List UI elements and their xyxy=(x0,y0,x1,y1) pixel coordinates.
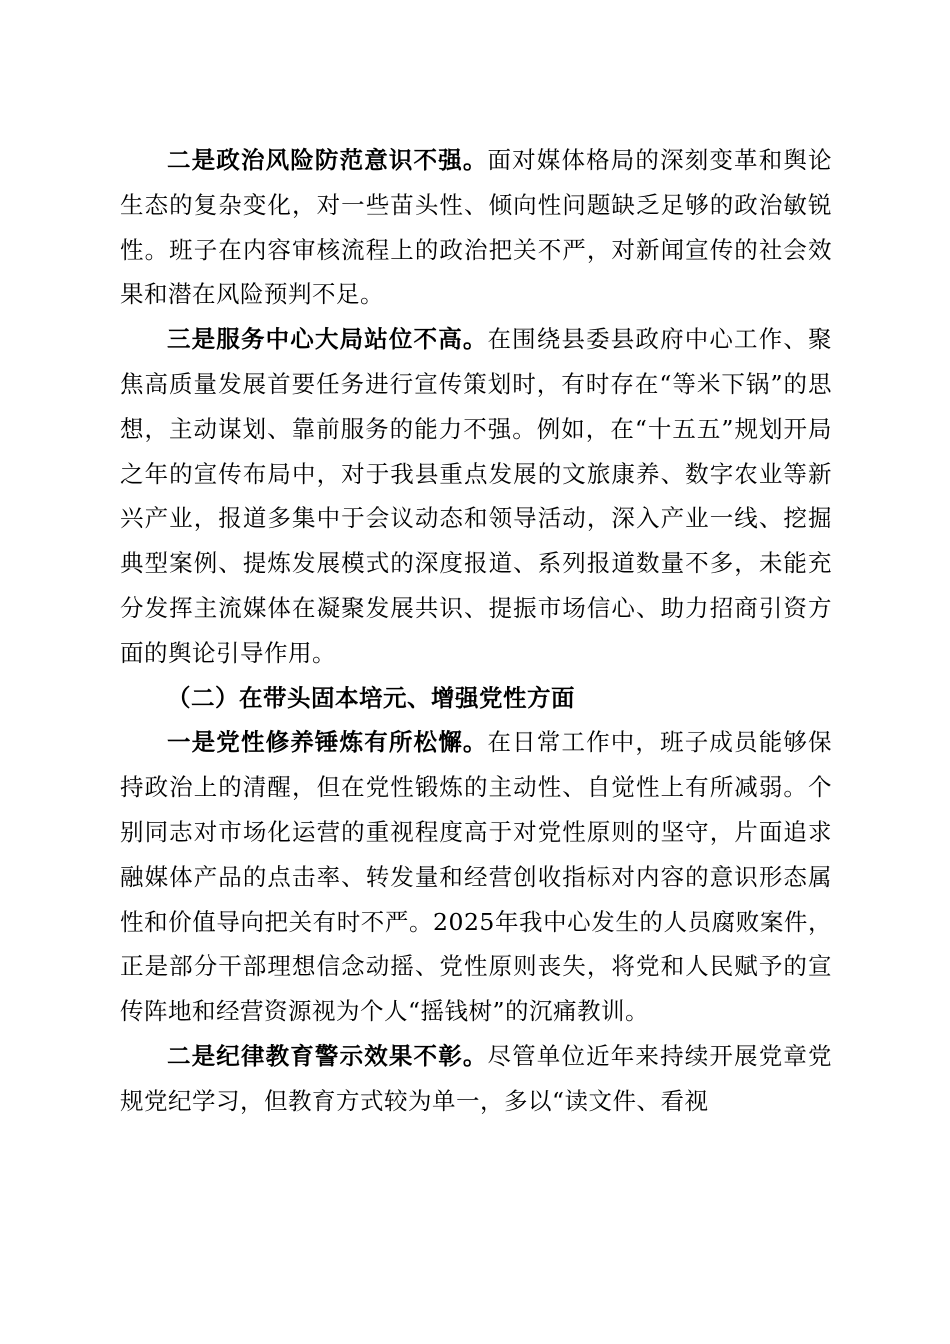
paragraph-political-risk xyxy=(120,138,832,317)
paragraph-lead: 二是政治风险防范意识不强。 xyxy=(167,146,488,174)
paragraph-text: 面对媒体格局的深刻变革和舆论生态的复杂变化，对一些苗头性、倾向性问题缺乏足够的政治敏锐性。班子在内容审核流程上的政治把关不严，对新闻宣传的社会效果和潜在风险预判不足。 xyxy=(120,146,832,309)
paragraph-lead: 三是服务中心大局站位不高。 xyxy=(167,325,488,354)
paragraph-service-center xyxy=(120,317,832,675)
paragraph-lead: 二是纪律教育警示效果不彰。 xyxy=(167,1041,488,1070)
section-heading: （二）在带头固本培元、增强党性方面 xyxy=(167,683,575,712)
paragraph-party-spirit xyxy=(120,720,832,1034)
paragraph-text: 尽管单位近年来持续开展党章党规党纪学习，但教育方式较为单一，多以“读文件、看视 xyxy=(120,1041,832,1115)
paragraph-text: 在围绕县委县政府中心工作、聚焦高质量发展首要任务进行宣传策划时，有时存在“等米下锅”的思想，主动谋划、靠前服务的能力不强。例如，在“十五五”规划开局之年的宣传布局中，对于我县重点发展的文旅康养、数字农业等新兴产业，报道多集中于会议动态和领导活动，深入产业一线、挖掘典型案例、提炼发展模式的深度报道、系列报道数量不多，未能充分发挥主流媒体在凝聚发展共识、提振市场信心、助力招商引资方面的舆论引导作用。 xyxy=(120,325,832,667)
paragraph-discipline-education xyxy=(120,1034,832,1124)
document-body xyxy=(120,138,832,1124)
paragraph-text: 在日常工作中，班子成员能够保持政治上的清醒，但在党性锻炼的主动性、自觉性上有所减弱。个别同志对市场化运营的重视程度高于对党性原则的坚守，片面追求融媒体产品的点击率、转发量和经营创收指标对内容的意识形态属性和价值导向把关有时不严。2025年我中心发生的人员腐败案件，正是部分干部理想信念动摇、党性原则丧失，将党和人民赋予的宣传阵地和经营资源视为个人“摇钱树”的沉痛教训。 xyxy=(120,728,832,1026)
paragraph-lead: 一是党性修养锤炼有所松懈。 xyxy=(167,728,488,757)
